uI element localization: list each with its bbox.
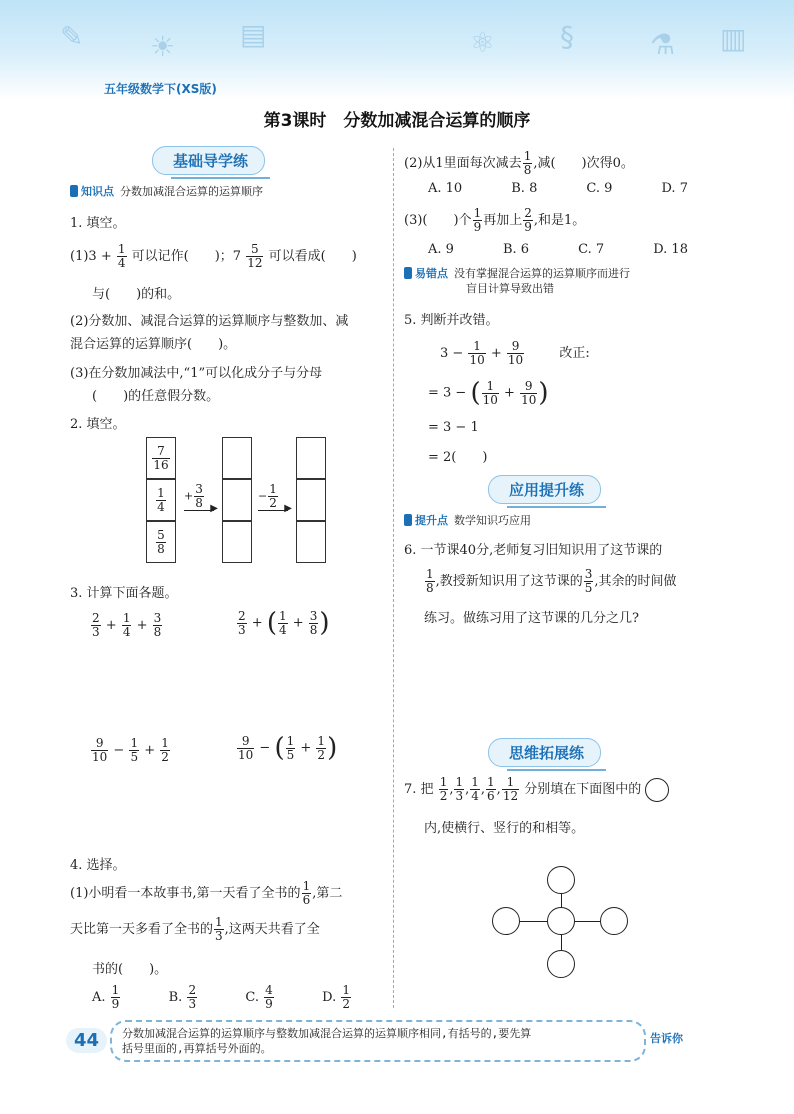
answer-box[interactable]	[222, 437, 252, 479]
option-c[interactable]: C. 7	[578, 242, 605, 257]
circle-top[interactable]	[547, 866, 575, 894]
grade-label: 五年级数学下(XS版)	[104, 82, 217, 96]
fraction-chain-diagram	[146, 437, 386, 567]
pin-icon	[70, 185, 78, 197]
question-1-1-cont: 与( )的和。	[92, 287, 181, 302]
page-number: 44	[66, 1028, 107, 1053]
arrow-right-icon: ▶	[258, 510, 288, 511]
column-divider	[393, 148, 394, 1008]
q5-line-1: 3 − $\frac{1}{10}$ + $\frac{9}{10}$ 改正:	[440, 339, 590, 367]
question-4-1c: 书的( )。	[92, 962, 168, 977]
circle-center[interactable]	[547, 907, 575, 935]
option-c[interactable]: C. $\frac{4}{9}$	[245, 983, 273, 1011]
question-4-2-options	[428, 181, 688, 196]
question-1-2b: 混合运算的运算顺序( )。	[70, 337, 237, 352]
arrow-right-icon: ▶	[184, 510, 214, 511]
section-applied-practice: 应用提升练	[488, 475, 601, 504]
option-b[interactable]: B. 6	[502, 242, 530, 257]
book-icon: ▤	[240, 18, 267, 51]
question-1: 1. 填空。	[70, 216, 126, 231]
expression-3-3: $\frac{9}{10}$ − $\frac{1}{5}$ + $\frac{1}{2}$	[92, 736, 169, 764]
atom-icon: ⚛	[470, 26, 496, 59]
dna-icon: §	[560, 20, 574, 53]
knowledge-tag: 知识点 分数加减混合运算的运算顺序	[70, 183, 263, 199]
circle-right[interactable]	[600, 907, 628, 935]
tip-line-1: 分数加减混合运算的运算顺序与整数加减混合运算的运算顺序相同,有括号的,要先算	[122, 1027, 532, 1040]
answer-box[interactable]	[296, 521, 326, 563]
question-7b: 内,使横行、竖行的和相等。	[424, 821, 585, 836]
question-4-1a: (1)小明看一本故事书,第一天看了全书的 $\frac{1}{6}$ ,第二	[70, 879, 343, 907]
notebook-icon: ▥	[720, 22, 747, 55]
question-4-3: (3)( )个 $\frac{1}{9}$ 再加上 $\frac{2}{9}$ ,和是1。	[404, 206, 586, 234]
answer-box[interactable]	[296, 437, 326, 479]
tip-line-2: 括号里面的,再算括号外面的。	[122, 1042, 272, 1055]
question-4-2: (2)从1里面每次减去 $\frac{1}{8}$ ,减( )次得0。	[404, 149, 634, 177]
improvement-tag: 提升点 数学知识巧应用	[404, 512, 531, 528]
option-a[interactable]: A. 10	[428, 181, 463, 196]
expression-3-4: $\frac{9}{10}$ − ( $\frac{1}{5}$ + $\frac{1}{2}$ )	[238, 733, 338, 763]
circle-left[interactable]	[492, 907, 520, 935]
warning-icon	[404, 267, 412, 279]
common-mistake-tag: 易错点 没有掌握混合运算的运算顺序而进行 盲目计算导致出错	[404, 266, 630, 296]
option-a[interactable]: A. $\frac{1}{9}$	[92, 983, 120, 1011]
fraction: $\frac{5}{12}$	[247, 242, 263, 270]
circle-icon	[645, 778, 669, 802]
expression-3-2: $\frac{2}{3}$ + ( $\frac{1}{4}$ + $\frac{3}{8}$ )	[238, 608, 330, 638]
tell-you-label: 告诉你	[650, 1032, 683, 1045]
flask-icon: ⚗	[650, 28, 676, 61]
answer-box[interactable]	[296, 479, 326, 521]
fraction: $\frac{1}{4}$	[117, 242, 126, 270]
option-b[interactable]: B. 8	[511, 181, 538, 196]
tip-box	[110, 1020, 646, 1062]
page-title: 第3课时 分数加减混合运算的顺序	[263, 111, 531, 131]
question-1-3b: ( )的任意假分数。	[92, 389, 220, 404]
question-3: 3. 计算下面各题。	[70, 586, 178, 601]
section-extension-practice: 思维拓展练	[488, 738, 601, 767]
question-6c: 练习。做练习用了这节课的几分之几?	[424, 611, 639, 626]
cross-circle-diagram	[492, 866, 632, 978]
question-5: 5. 判断并改错。	[404, 313, 499, 328]
option-d[interactable]: D. 18	[653, 242, 688, 257]
question-4-3-options	[428, 242, 688, 257]
question-2: 2. 填空。	[70, 417, 126, 432]
option-d[interactable]: D. $\frac{1}{2}$	[322, 983, 350, 1011]
question-1-3a: (3)在分数加减法中,“1”可以化成分子与分母	[70, 366, 323, 381]
thumbs-up-icon	[404, 514, 412, 526]
subtract-operation: − $\frac{1}{2}$ ▶	[258, 482, 292, 514]
box-filled: $\frac{1}{4}$	[146, 479, 176, 521]
question-7a: 7. 把 $\frac{1}{2}$ , $\frac{1}{3}$ , $\frac{1}{4}$ , $\frac{1}{6}$ , $\frac{1}{12}$ 分别填在下面图中的	[404, 776, 669, 803]
option-b[interactable]: B. $\frac{2}{3}$	[168, 983, 197, 1011]
q5-line-3: = 3 − 1	[428, 420, 479, 435]
answer-box[interactable]	[222, 521, 252, 563]
pencil-icon: ✎	[60, 20, 84, 53]
question-4: 4. 选择。	[70, 858, 126, 873]
option-a[interactable]: A. 9	[428, 242, 454, 257]
option-d[interactable]: D. 7	[661, 181, 688, 196]
option-c[interactable]: C. 9	[586, 181, 613, 196]
question-6b: $\frac{1}{8}$ ,教授新知识用了这节课的 $\frac{3}{5}$ ,其余的时间做	[426, 567, 677, 595]
question-6a: 6. 一节课40分,老师复习旧知识用了这节课的	[404, 543, 663, 558]
question-1-1: (1)3 + $\frac{1}{4}$ 可以记作( )；7 $\frac{5}{12}$ 可以看成( )	[70, 242, 357, 270]
question-4-1-options	[92, 984, 352, 1011]
q5-line-2: = 3 − ( $\frac{1}{10}$ + $\frac{9}{10}$ )	[428, 378, 549, 408]
q5-line-4: = 2( )	[428, 450, 488, 465]
answer-box[interactable]	[222, 479, 252, 521]
question-1-2a: (2)分数加、减混合运算的运算顺序与整数加、减	[70, 314, 349, 329]
box-filled: $\frac{7}{16}$	[146, 437, 176, 479]
add-operation: + $\frac{3}{8}$ ▶	[184, 482, 218, 514]
lightbulb-icon: ☀	[150, 30, 176, 63]
circle-bottom[interactable]	[547, 950, 575, 978]
section-basic-practice: 基础导学练	[152, 146, 265, 175]
expression-3-1: $\frac{2}{3}$ + $\frac{1}{4}$ + $\frac{3}{8}$	[92, 611, 162, 639]
box-filled: $\frac{5}{8}$	[146, 521, 176, 563]
question-4-1b: 天比第一天多看了全书的 $\frac{1}{3}$ ,这两天共看了全	[70, 915, 320, 943]
